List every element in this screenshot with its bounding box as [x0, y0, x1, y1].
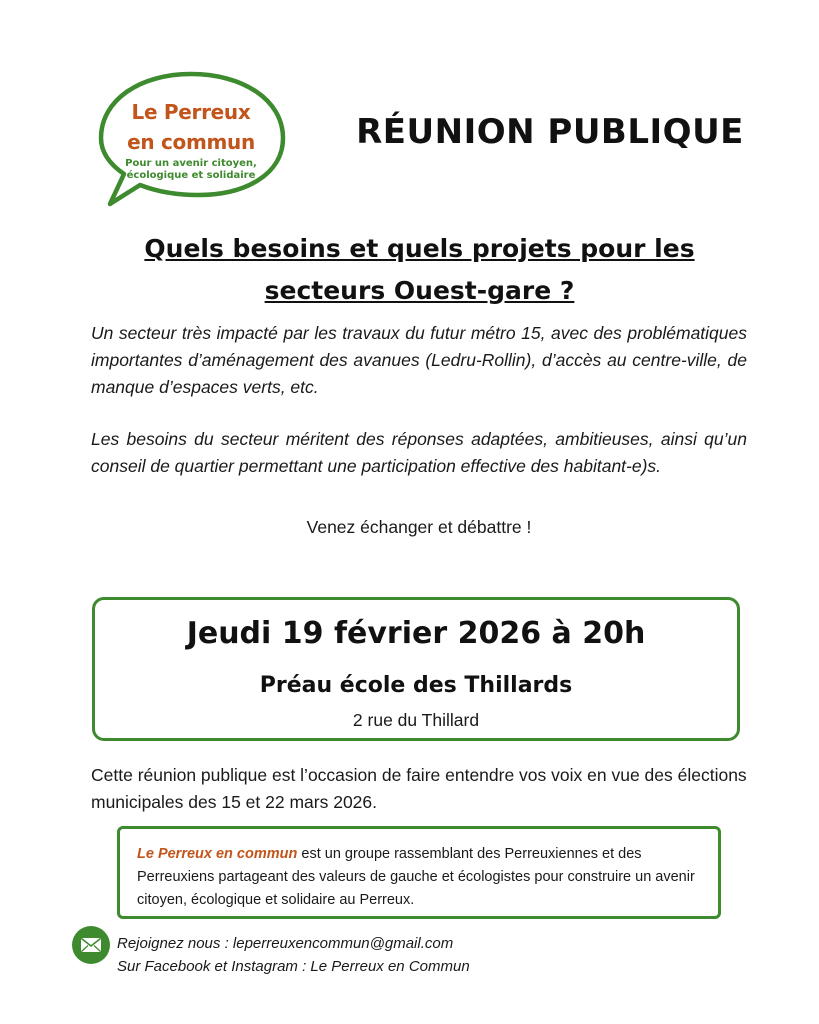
elections-text: Cette réunion publique est l’occasion de faire entendre vos voix en vue des élections municipales des 15 et 22 mars 2026.: [91, 765, 747, 812]
contact-info: [117, 932, 717, 978]
intro-paragraph-2: Les besoins du secteur méritent des réponses adaptées, ambitieuses, ainsi qu’un conseil de quartier permettant une participation effective des habitant-e)s.: [91, 429, 747, 476]
subtitle-line1: Quels besoins et quels projets pour les: [144, 234, 695, 263]
logo-tagline-line1: Pour un avenir citoyen,: [125, 158, 257, 169]
logo-tagline-line2: écologique et solidaire: [126, 170, 256, 181]
event-date: Jeudi 19 février 2026 à 20h: [186, 616, 646, 651]
subtitle-line2: secteurs Ouest-gare ?: [264, 276, 575, 305]
contact-social-line: Sur Facebook et Instagram : Le Perreux en Commun: [117, 958, 470, 975]
intro-paragraph-1: Un secteur très impacté par les travaux du futur métro 15, avec des problématiques importantes d’aménagement des avanues (Ledru-Rollin), d’accès au centre-ville, de manque d’espaces verts, etc.: [91, 323, 747, 397]
contact-email-line: Rejoignez nous : leperreuxencommun@gmail.com: [117, 935, 454, 952]
page-title: RÉUNION PUBLIQUE: [356, 112, 744, 152]
logo-name-line2: en commun: [127, 130, 255, 154]
group-name: Le Perreux en commun: [137, 846, 298, 862]
logo: [98, 70, 288, 210]
envelope-icon: [72, 926, 110, 964]
group-description: est un groupe rassemblant des Perreuxiennes et des Perreuxiens partageant des valeurs de gauche et écologistes pour construire un avenir citoyen, écologique et solidaire au Perreux.: [137, 846, 695, 908]
event-box: [92, 597, 740, 741]
event-address: 2 rue du Thillard: [352, 710, 480, 730]
event-venue: Préau école des Thillards: [259, 673, 573, 698]
group-box: [117, 826, 721, 919]
subtitle: [70, 228, 769, 312]
logo-name-line1: Le Perreux: [131, 100, 251, 124]
call-to-action: Venez échanger et débattre !: [306, 517, 532, 537]
group-description-block: [137, 843, 697, 912]
